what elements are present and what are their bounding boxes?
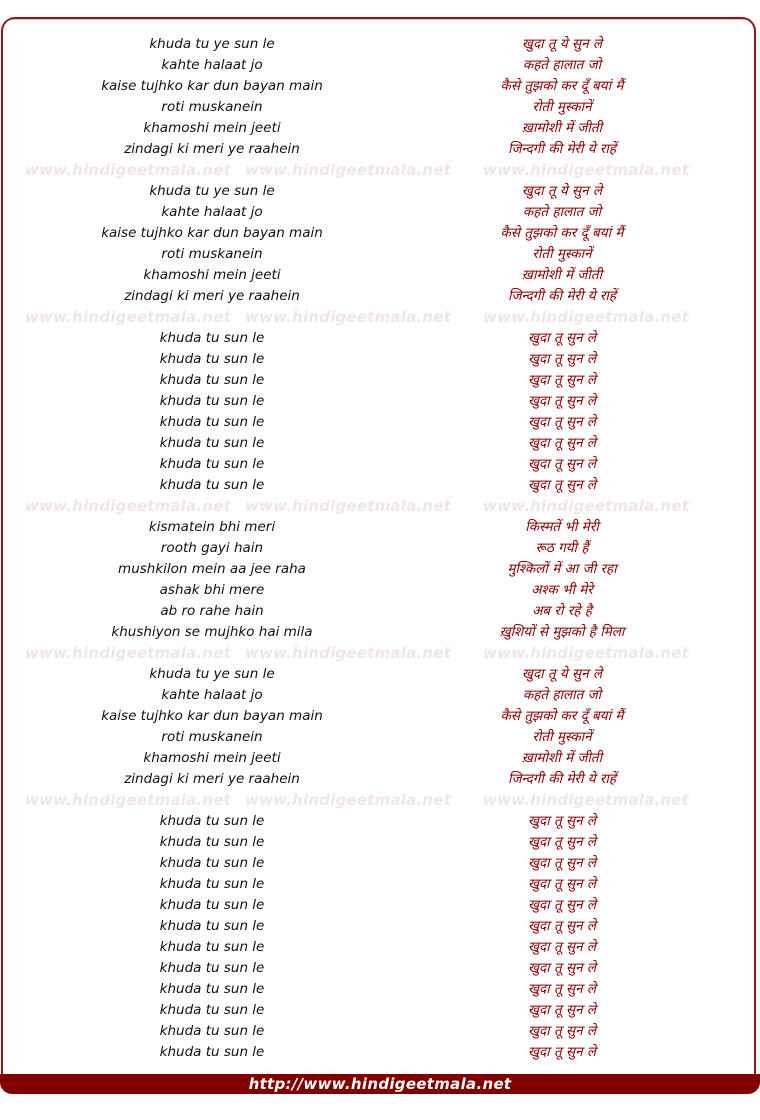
lyric-devanagari: ख़ुशियों से मुझको है मिला <box>499 624 625 640</box>
lyric-romanized: khuda tu sun le <box>159 918 265 934</box>
lyric-devanagari: खुदा तू सुन ले <box>527 414 597 430</box>
lyric-devanagari: रूठ गयी हैं <box>535 540 589 556</box>
lyric-line <box>0 97 760 118</box>
lyric-devanagari: खुदा तू सुन ले <box>527 1044 597 1060</box>
lyric-romanized: khuda tu sun le <box>159 372 265 388</box>
lyric-devanagari: खुदा तू ये सुन ले <box>521 666 603 682</box>
lyric-line <box>0 265 760 286</box>
watermark-text: www.hindigeetmala.net <box>245 644 451 662</box>
lyric-devanagari: ख़ामोशी में जीती <box>521 120 603 136</box>
lyric-romanized: khuda tu ye sun le <box>149 36 275 52</box>
watermark-text: www.hindigeetmala.net <box>245 497 451 515</box>
watermark-row <box>0 160 760 181</box>
lyric-devanagari: खुदा तू सुन ले <box>527 372 597 388</box>
watermark-row <box>0 643 760 664</box>
watermark-text: www.hindigeetmala.net <box>483 644 689 662</box>
lyric-devanagari: खुदा तू सुन ले <box>527 477 597 493</box>
lyric-devanagari: कैसे तुझको कर दूँ बयां मैं <box>500 78 624 94</box>
lyric-devanagari: खुदा तू सुन ले <box>527 834 597 850</box>
lyric-romanized: khuda tu sun le <box>159 981 265 997</box>
lyric-romanized: zindagi ki meri ye raahein <box>124 288 300 304</box>
lyric-romanized: kahte halaat jo <box>161 687 263 703</box>
watermark-text: www.hindigeetmala.net <box>245 308 451 326</box>
lyric-line <box>0 853 760 874</box>
lyric-line <box>0 139 760 160</box>
lyric-romanized: khushiyon se mujhko hai mila <box>111 624 313 640</box>
lyrics-body <box>0 34 760 1063</box>
lyric-devanagari: खुदा तू सुन ले <box>527 435 597 451</box>
lyric-romanized: khuda tu sun le <box>159 456 265 472</box>
lyric-line <box>0 55 760 76</box>
lyric-devanagari: कहते हालात जो <box>522 57 602 73</box>
watermark-text: www.hindigeetmala.net <box>245 791 451 809</box>
lyric-devanagari: अश्क भी मेरे <box>531 582 593 598</box>
lyric-romanized: ab ro rahe hain <box>160 603 264 619</box>
lyric-line <box>0 811 760 832</box>
lyric-romanized: khuda tu sun le <box>159 813 265 829</box>
lyric-romanized: kaise tujhko kar dun bayan main <box>101 78 323 94</box>
lyric-line <box>0 412 760 433</box>
lyric-romanized: kaise tujhko kar dun bayan main <box>101 708 323 724</box>
lyric-line <box>0 559 760 580</box>
lyric-romanized: khuda tu sun le <box>159 414 265 430</box>
lyric-romanized: kaise tujhko kar dun bayan main <box>101 225 323 241</box>
lyric-romanized: kahte halaat jo <box>161 204 263 220</box>
lyric-line <box>0 769 760 790</box>
lyric-devanagari: खुदा तू सुन ले <box>527 1002 597 1018</box>
lyric-line <box>0 244 760 265</box>
lyric-romanized: zindagi ki meri ye raahein <box>124 141 300 157</box>
lyric-devanagari: कैसे तुझको कर दूँ बयां मैं <box>500 225 624 241</box>
lyric-romanized: khuda tu ye sun le <box>149 183 275 199</box>
lyrics-content <box>0 17 760 1063</box>
lyric-romanized: kahte halaat jo <box>161 57 263 73</box>
watermark-text: www.hindigeetmala.net <box>25 497 231 515</box>
lyric-devanagari: खुदा तू सुन ले <box>527 456 597 472</box>
lyric-devanagari: खुदा तू सुन ले <box>527 855 597 871</box>
lyric-line <box>0 517 760 538</box>
lyric-romanized: khuda tu sun le <box>159 960 265 976</box>
lyric-romanized: khamoshi mein jeeti <box>143 120 281 136</box>
lyric-romanized: zindagi ki meri ye raahein <box>124 771 300 787</box>
lyric-romanized: khuda tu sun le <box>159 897 265 913</box>
watermark-text: www.hindigeetmala.net <box>245 161 451 179</box>
lyric-devanagari: अब रो रहे है <box>532 603 592 619</box>
lyric-romanized: khuda tu sun le <box>159 855 265 871</box>
lyric-line <box>0 727 760 748</box>
lyric-devanagari: रोती मुस्कानें <box>532 99 592 115</box>
lyric-line <box>0 832 760 853</box>
watermark-text: www.hindigeetmala.net <box>25 791 231 809</box>
lyric-line <box>0 601 760 622</box>
watermark-text: www.hindigeetmala.net <box>483 791 689 809</box>
lyric-devanagari: खुदा तू सुन ले <box>527 897 597 913</box>
lyric-line <box>0 664 760 685</box>
lyric-devanagari: ख़ामोशी में जीती <box>521 750 603 766</box>
lyric-romanized: khamoshi mein jeeti <box>143 750 281 766</box>
lyric-line <box>0 706 760 727</box>
watermark-text: www.hindigeetmala.net <box>483 497 689 515</box>
lyric-devanagari: खुदा तू सुन ले <box>527 918 597 934</box>
lyric-romanized: khuda tu sun le <box>159 939 265 955</box>
lyric-line <box>0 328 760 349</box>
lyric-romanized: khamoshi mein jeeti <box>143 267 281 283</box>
lyric-romanized: roti muskanein <box>161 99 263 115</box>
lyric-romanized: khuda tu sun le <box>159 876 265 892</box>
lyric-romanized: roti muskanein <box>161 729 263 745</box>
lyric-devanagari: कहते हालात जो <box>522 204 602 220</box>
lyric-romanized: khuda tu sun le <box>159 351 265 367</box>
watermark-text: www.hindigeetmala.net <box>25 161 231 179</box>
footer-bar <box>0 1074 760 1094</box>
lyric-line <box>0 979 760 1000</box>
watermark-text: www.hindigeetmala.net <box>25 644 231 662</box>
lyric-devanagari: खुदा तू ये सुन ले <box>521 36 603 52</box>
lyric-line <box>0 475 760 496</box>
lyric-devanagari: खुदा तू सुन ले <box>527 939 597 955</box>
lyric-romanized: khuda tu sun le <box>159 393 265 409</box>
lyric-romanized: kismatein bhi meri <box>148 519 276 535</box>
lyric-line <box>0 748 760 769</box>
watermark-text: www.hindigeetmala.net <box>25 308 231 326</box>
lyric-devanagari: कहते हालात जो <box>522 687 602 703</box>
lyric-romanized: ashak bhi mere <box>159 582 265 598</box>
lyric-line <box>0 580 760 601</box>
watermark-text: www.hindigeetmala.net <box>483 161 689 179</box>
lyric-line <box>0 622 760 643</box>
lyric-line <box>0 1000 760 1021</box>
lyric-romanized: rooth gayi hain <box>160 540 264 556</box>
lyric-line <box>0 223 760 244</box>
lyric-devanagari: कैसे तुझको कर दूँ बयां मैं <box>500 708 624 724</box>
lyric-devanagari: जिन्दगी की मेरी ये राहें <box>507 771 617 787</box>
watermark-text: www.hindigeetmala.net <box>483 308 689 326</box>
top-spacer <box>0 17 760 34</box>
lyric-devanagari: खुदा तू सुन ले <box>527 351 597 367</box>
lyric-line <box>0 454 760 475</box>
watermark-row <box>0 307 760 328</box>
lyric-romanized: khuda tu sun le <box>159 330 265 346</box>
lyric-devanagari: किस्मतें भी मेरी <box>525 519 599 535</box>
lyric-devanagari: जिन्दगी की मेरी ये राहें <box>507 141 617 157</box>
lyric-line <box>0 433 760 454</box>
lyric-devanagari: खुदा तू सुन ले <box>527 960 597 976</box>
lyric-line <box>0 1042 760 1063</box>
lyric-line <box>0 370 760 391</box>
lyric-devanagari: खुदा तू सुन ले <box>527 876 597 892</box>
lyric-devanagari: ख़ामोशी में जीती <box>521 267 603 283</box>
lyric-devanagari: खुदा तू सुन ले <box>527 813 597 829</box>
lyric-romanized: khuda tu sun le <box>159 1002 265 1018</box>
lyric-line <box>0 391 760 412</box>
lyric-line <box>0 538 760 559</box>
lyric-devanagari: मुश्किलों में आ जी रहा <box>507 561 617 577</box>
lyric-romanized: khuda tu sun le <box>159 1044 265 1060</box>
lyric-romanized: khuda tu ye sun le <box>149 666 275 682</box>
lyric-romanized: khuda tu sun le <box>159 435 265 451</box>
watermark-row <box>0 790 760 811</box>
lyric-romanized: khuda tu sun le <box>159 1023 265 1039</box>
lyric-line <box>0 34 760 55</box>
lyric-devanagari: रोती मुस्कानें <box>532 729 592 745</box>
lyric-devanagari: खुदा तू ये सुन ले <box>521 183 603 199</box>
lyric-romanized: khuda tu sun le <box>159 477 265 493</box>
lyric-line <box>0 76 760 97</box>
lyric-romanized: mushkilon mein aa jee raha <box>118 561 306 577</box>
lyric-devanagari: खुदा तू सुन ले <box>527 1023 597 1039</box>
lyric-devanagari: रोती मुस्कानें <box>532 246 592 262</box>
lyric-line <box>0 181 760 202</box>
lyric-romanized: khuda tu sun le <box>159 834 265 850</box>
lyric-line <box>0 958 760 979</box>
lyric-romanized: roti muskanein <box>161 246 263 262</box>
lyric-line <box>0 118 760 139</box>
lyric-line <box>0 202 760 223</box>
footer-url-link[interactable]: http://www.hindigeetmala.net <box>248 1075 512 1093</box>
lyric-line <box>0 349 760 370</box>
lyric-devanagari: जिन्दगी की मेरी ये राहें <box>507 288 617 304</box>
lyric-line <box>0 874 760 895</box>
lyric-line <box>0 937 760 958</box>
lyric-devanagari: खुदा तू सुन ले <box>527 393 597 409</box>
lyric-line <box>0 895 760 916</box>
lyric-line <box>0 916 760 937</box>
lyric-line <box>0 286 760 307</box>
lyric-devanagari: खुदा तू सुन ले <box>527 330 597 346</box>
lyric-devanagari: खुदा तू सुन ले <box>527 981 597 997</box>
watermark-row <box>0 496 760 517</box>
lyric-line <box>0 685 760 706</box>
lyric-line <box>0 1021 760 1042</box>
